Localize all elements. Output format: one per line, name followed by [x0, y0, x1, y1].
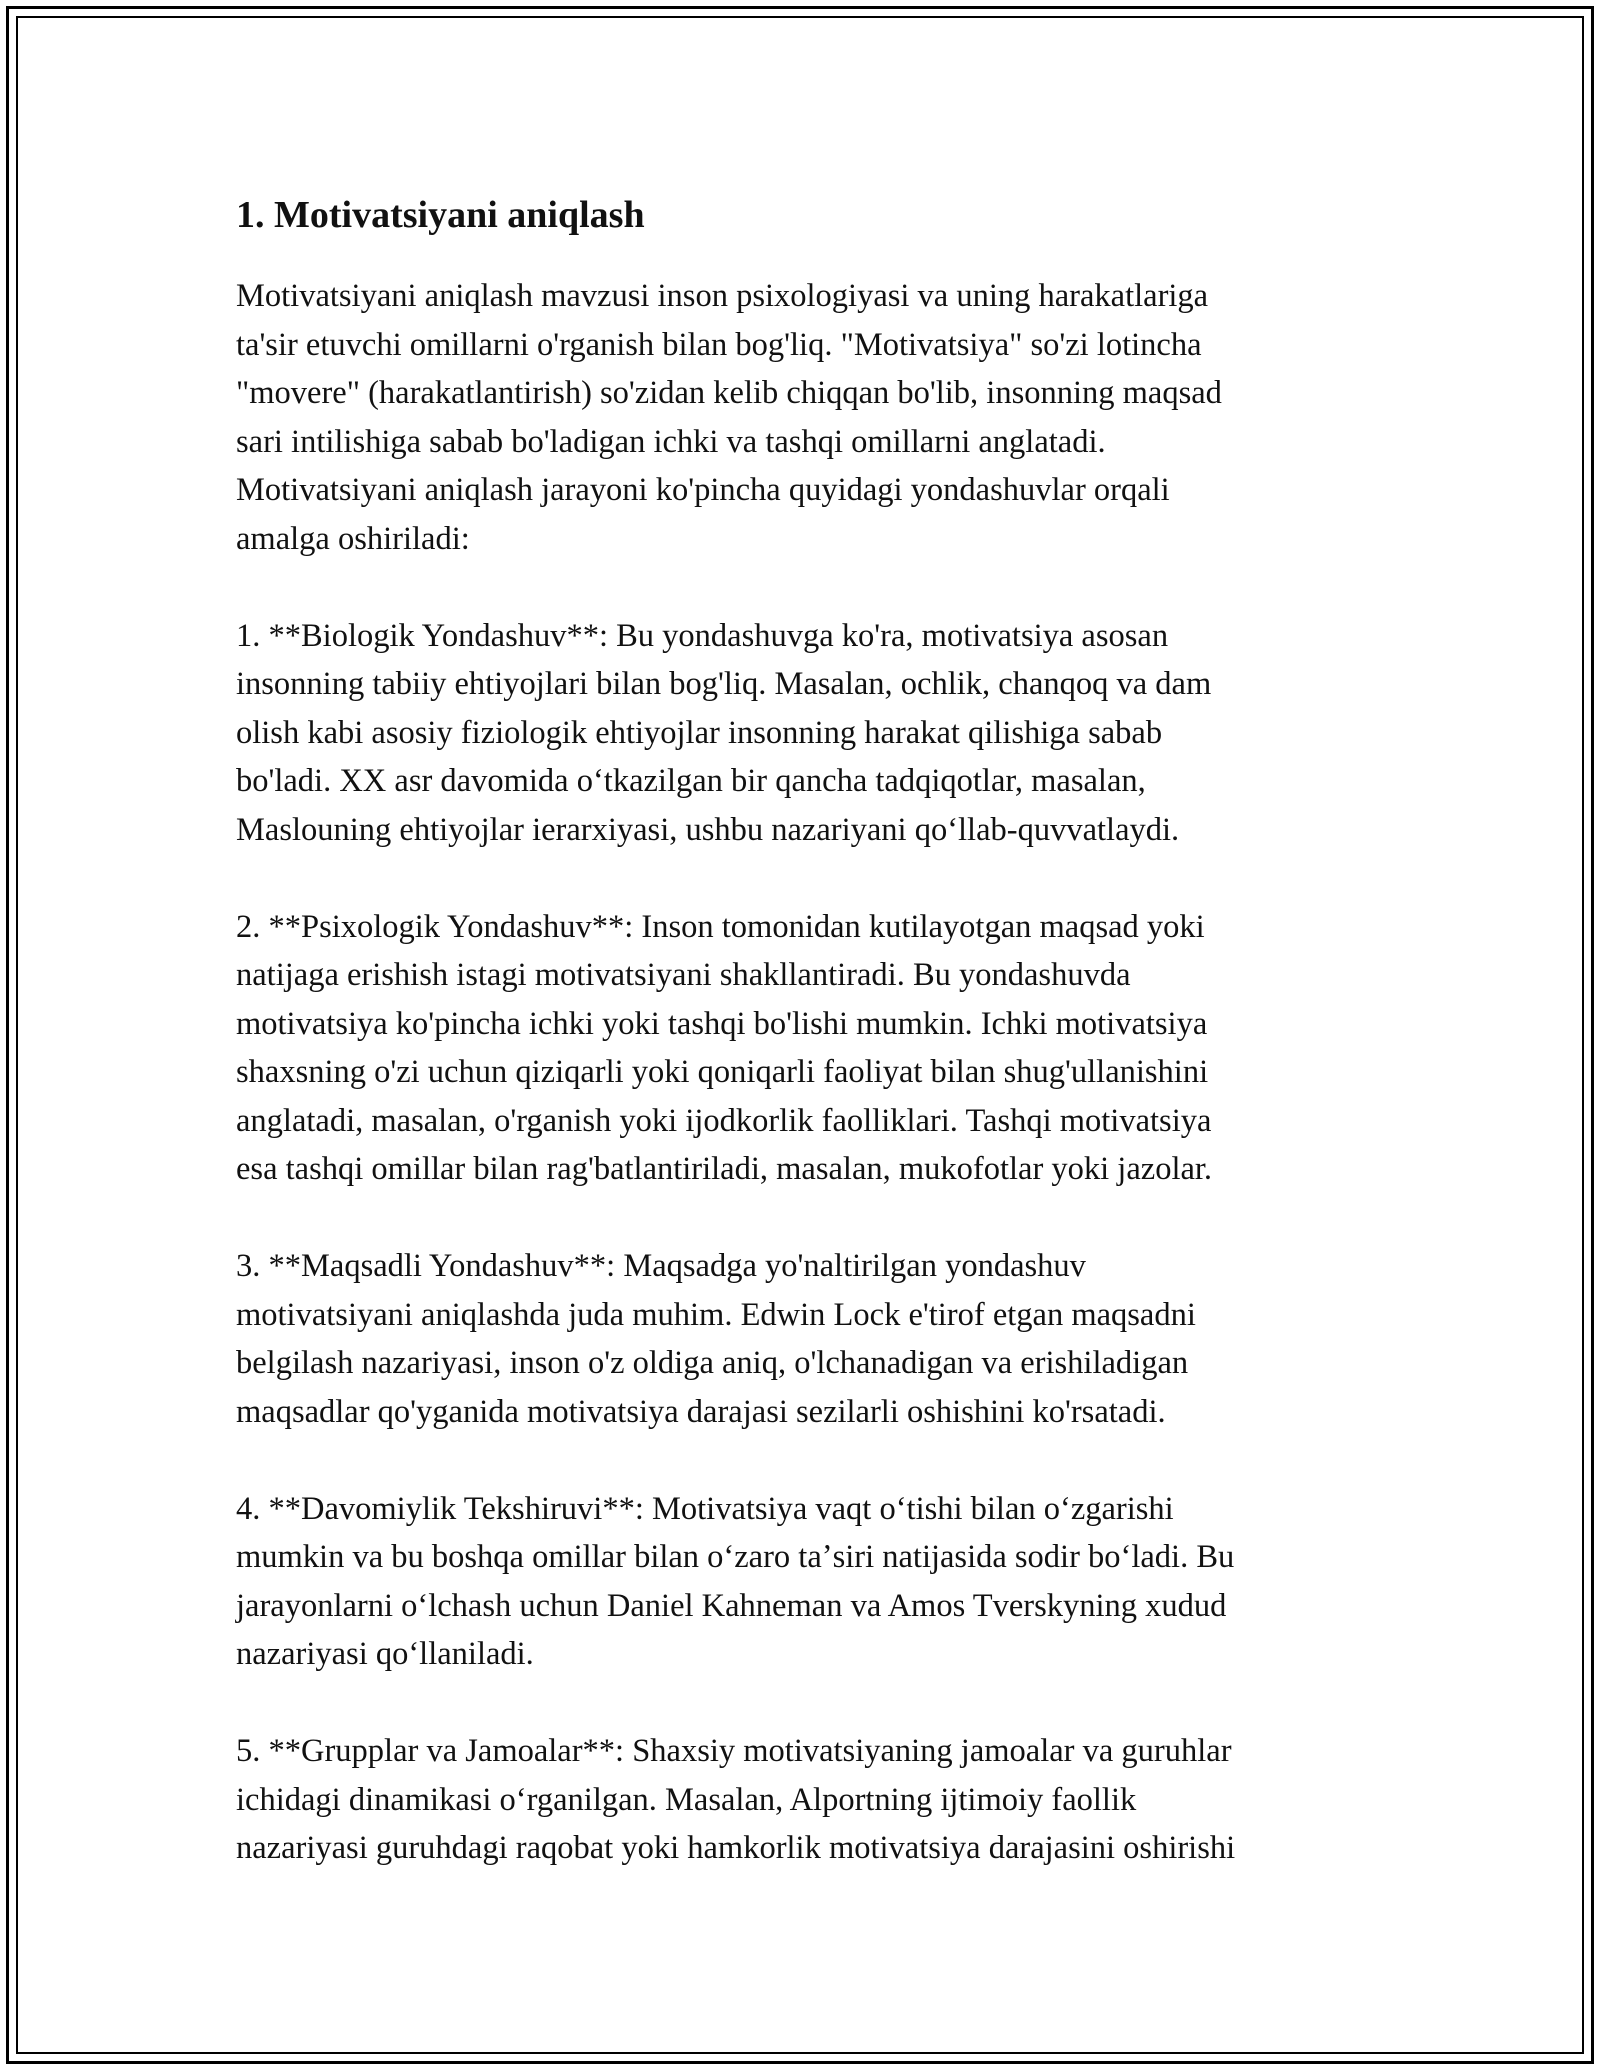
- psixologik-yondashuv-paragraph: 2. **Psixologik Yondashuv**: Inson tomonidan kutilayotgan maqsad yoki natijaga erishish istagi motivatsiyani shakllantiradi. Bu yondashuvda motivatsiya ko'pincha ichki yoki tashqi bo'lishi mumkin. Ichki motivatsiya shaxsning o'zi uchun qiziqarli yoki qoniqarli faoliyat bilan shug'ullanishini anglatadi, masalan, o'rganish yoki ijodkorlik faolliklari. Tashqi motivatsiya esa tashqi omillar bilan rag'batlantiriladi, masalan, mukofotlar yoki jazolar.: [236, 908, 1213, 1187]
- grupplar-jamoalar-paragraph: 5. **Grupplar va Jamoalar**: Shaxsiy motivatsiyaning jamoalar va guruhlar ichidagi dinamikasi oʻrganilgan. Masalan, Alportning ijtimoiy faollik nazariyasi guruhdagi raqobat yoki hamkorlik motivatsiya darajasini oshirishi: [236, 1733, 1236, 1866]
- davomiylik-tekshiruvi-paragraph: 4. **Davomiylik Tekshiruvi**: Motivatsiya vaqt oʻtishi bilan oʻzgarishi mumkin va bu boshqa omillar bilan oʻzaro taʼsiri natijasida sodir boʻladi. Bu jarayonlarni oʻlchash uchun Daniel Kahneman va Amos Tverskyning xudud nazariyasi qoʻllaniladi.: [236, 1490, 1235, 1672]
- section-heading: 1. Motivatsiyani aniqlash: [236, 194, 645, 236]
- intro-paragraph: Motivatsiyani aniqlash mavzusi inson psixologiyasi va uning harakatlariga ta'sir etuvchi omillarni o'rganish bilan bog'liq. "Motivatsiya" so'zi lotincha "movere" (harakatlantirish) so'zidan kelib chiqqan bo'lib, insonning maqsad sari intilishiga sabab bo'ladigan ichki va tashqi omillarni anglatadi. Motivatsiyani aniqlash jarayoni ko'pincha quyidagi yondashuvlar orqali amalga oshiriladi:: [236, 278, 1222, 557]
- maqsadli-yondashuv-paragraph: 3. **Maqsadli Yondashuv**: Maqsadga yo'naltirilgan yondashuv motivatsiyani aniqlashda juda muhim. Edwin Lock e'tirof etgan maqsadni belgilash nazariyasi, inson o'z oldiga aniq, o'lchanadigan va erishiladigan maqsadlar qo'yganida motivatsiya darajasi sezilarli oshishini ko'rsatadi.: [236, 1248, 1196, 1430]
- biologik-yondashuv-paragraph: 1. **Biologik Yondashuv**: Bu yondashuvga ko'ra, motivatsiya asosan insonning tabiiy ehtiyojlari bilan bog'liq. Masalan, ochlik, chanqoq va dam olish kabi asosiy fiziologik ehtiyojlar insonning harakat qilishiga sabab bo'ladi. XX asr davomida oʻtkazilgan bir qancha tadqiqotlar, masalan, Maslouning ehtiyojlar ierarxiyasi, ushbu nazariyani qoʻllab-quvvatlaydi.: [236, 617, 1212, 848]
- document-body: [236, 186, 1376, 1873]
